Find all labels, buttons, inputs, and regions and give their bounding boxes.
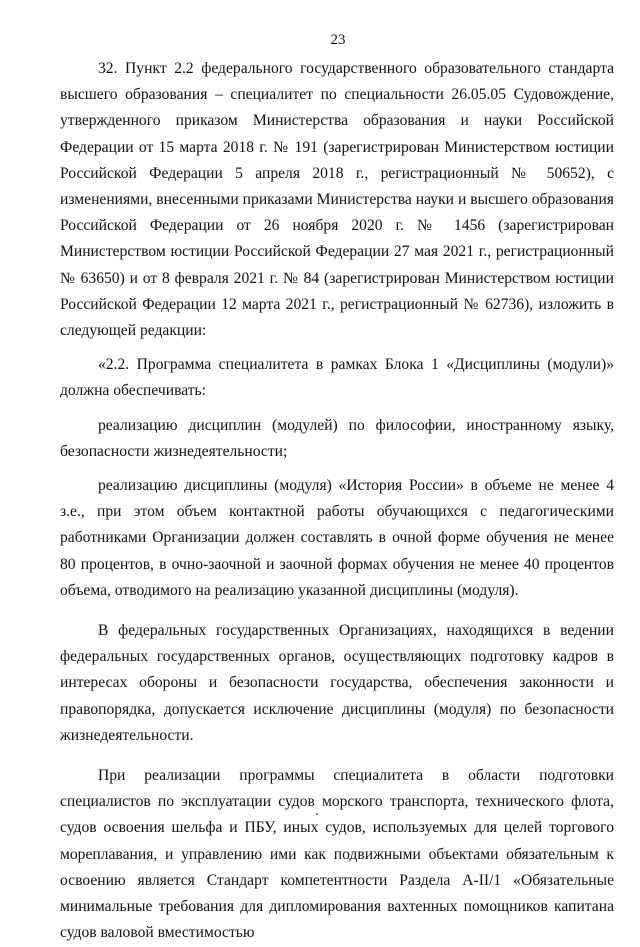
paragraph-program-requirements: «2.2. Программа специалитета в рамках Блока 1 «Дисциплины (модули)» должна обеспечивать: [60,356,614,400]
paragraph-federal-organizations: В федеральных государственных Организациях, находящихся в ведении федеральных государственных органов, осуществляющих подготовку кадров в интересах обороны и безопасности государства, обеспечения законности и правопорядка, допускается исключение дисциплины (модуля) по безопасности жизнедеятельности. [60,622,614,744]
paragraph-maritime-competence: При реализации программы специалитета в области подготовки специалистов по эксплуатации судов морского транспорта, технического флота, судов освоения шельфа и ПБУ, иных судов, используемых для целей торгового мореплавания, и управлению ими как подвижными объектами обязательным к освоению является Стандарт компетентности Раздела А-II/1 «Обязательные минимальные требования для дипломирования вахтенных помощников капитана судов валовой вместимостью [60,767,614,942]
paragraph-amendment-intro: 32. Пункт 2.2 федерального государственного образовательного стандарта высшего образования – специалитет по специальности 26.05.05 Судовождение, утвержденного приказом Министерства образования и науки Российской Федерации от 15 марта 2018 г. № 191 (зарегистрирован Министерством юстиции Российской Федерации 5 апреля 2018 г., регистрационный № 50652), с изменениями, внесенными приказами Министерства науки и высшего образования Российской Федерации от 26 ноября 2020 г. № 1456 (зарегистрирован Министерством юстиции Российской Федерации 27 мая 2021 г., регистрационный № 63650) и от 8 февраля 2021 г. № 84 (зарегистрирован Министерством юстиции Российской Федерации 12 марта 2021 г., регистрационный № 62736), изложить в следующей редакции: [60,60,614,340]
document-body [60,56,614,947]
paragraph-history-of-russia: реализацию дисциплины (модуля) «История России» в объеме не менее 4 з.е., при этом объем контактной работы обучающихся с педагогическими работниками Организации должен составлять в очной форме обучения не менее 80 процентов, в очно-заочной и заочной формах обучения не менее 40 процентов объема, отводимого на реализацию указанной дисциплины (модуля). [60,477,614,599]
paragraph-disciplines-list: реализацию дисциплин (модулей) по философии, иностранному языку, безопасности жизнедеятельности; [60,416,614,460]
page-number: 23 [330,32,346,48]
scan-speck [316,813,318,815]
